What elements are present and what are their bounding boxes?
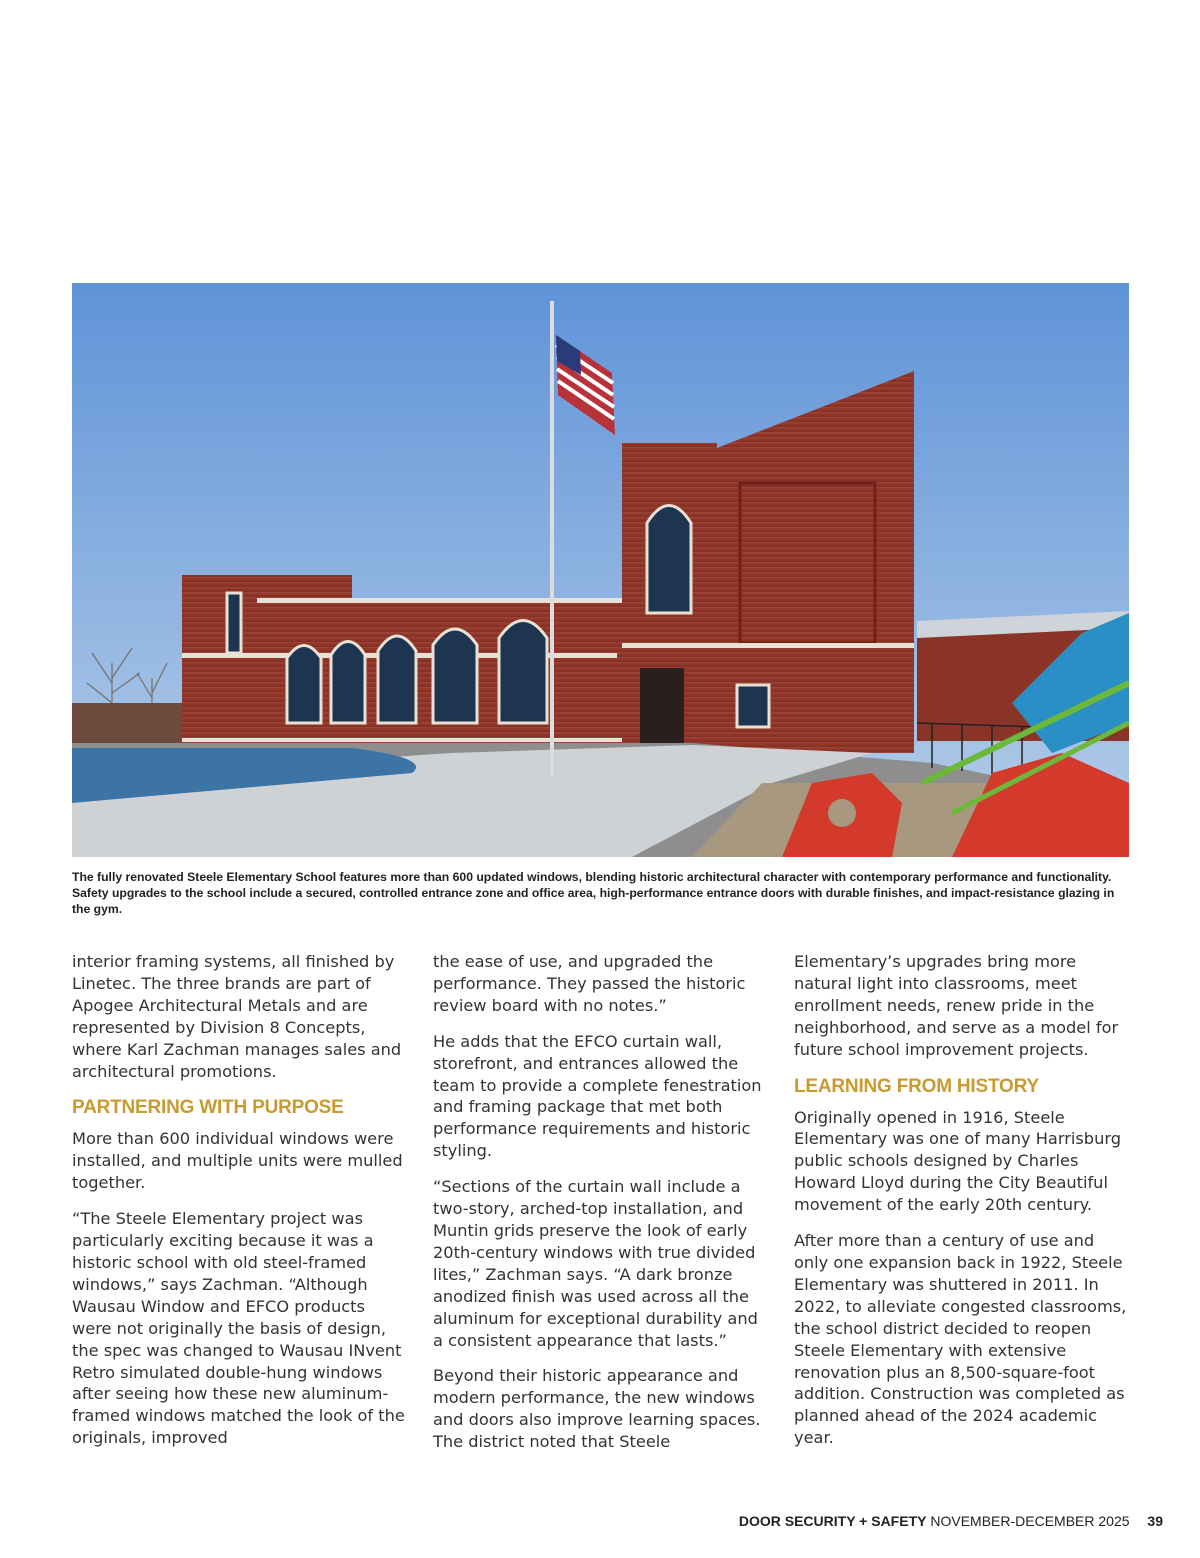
paragraph: interior framing systems, all finished by Linetec. The three brands are part of Apogee Architectural Metals and are represented by Division 8 Concepts, where Karl Zachman manages sales and architectural promotions. [72,952,402,1081]
paragraph: “The Steele Elementary project was particularly exciting because it was a historic school with old steel-framed windows,” says Zachman. “Although Wausau Window and EFCO products were not originally the basis of design, the spec was changed to Wausau INvent Retro simulated double-hung windows after seeing how these new aluminum-framed windows matched the look of the originals, improved [72,1209,405,1448]
paragraph: Elementary’s upgrades bring more natural light into classrooms, meet enrollment needs, renew pride in the neighborhood, and serve as a model for future school improvement projects. [794,952,1119,1059]
issue-date: NOVEMBER-DECEMBER 2025 [930,1513,1130,1529]
section-heading: LEARNING FROM HISTORY [794,1075,1039,1097]
paragraph: Beyond their historic appearance and modern performance, the new windows and doors also improve learning spaces. The district noted that Steele [433,1366,761,1452]
page-footer [739,1513,1163,1529]
paragraph: After more than a century of use and only one expansion back in 1922, Steele Elementary was shuttered in 2011. In 2022, to alleviate congested classrooms, the school district decided to reopen Steele Elementary with extensive renovation plus an 8,500-square-foot addition. Construction was completed as planned ahead of the 2024 academic year. [794,1231,1127,1448]
paragraph: More than 600 individual windows were installed, and multiple units were mulled together. [72,1129,403,1193]
section-heading: PARTNERING WITH PURPOSE [72,1097,344,1119]
school-building-photo [72,283,1129,857]
page-number: 39 [1147,1513,1163,1529]
article-column-1 [72,951,408,1463]
paragraph: Originally opened in 1916, Steele Elementary was one of many Harrisburg public schools designed by Charles Howard Lloyd during the City Beautiful movement of the early 20th century. [794,1107,1121,1215]
article-column-2 [433,951,769,1467]
paragraph: He adds that the EFCO curtain wall, storefront, and entrances allowed the team to provide a complete fenestration and framing package that met both performance requirements and historic styling. [433,1031,762,1161]
publication-name: DOOR SECURITY + SAFETY [738,1513,927,1529]
photo-caption: The fully renovated Steele Elementary School features more than 600 updated windows, blending historic architectural character with contemporary performance and functionality. Safety upgrades to the school include a secured, controlled entrance zone and office area, high-performance entrance doors with durable finishes, and impact-resistance glazing in the gym. [72,870,1115,916]
article-column-3 [794,951,1130,1463]
paragraph: the ease of use, and upgraded the performance. They passed the historic review board with no notes.” [433,952,746,1015]
paragraph: “Sections of the curtain wall include a two-story, arched-top installation, and Muntin grids preserve the look of early 20th-century windows with true divided lites,” Zachman says. “A dark bronze anodized finish was used across all the aluminum for exceptional durability and a consistent appearance that lasts.” [433,1177,758,1350]
